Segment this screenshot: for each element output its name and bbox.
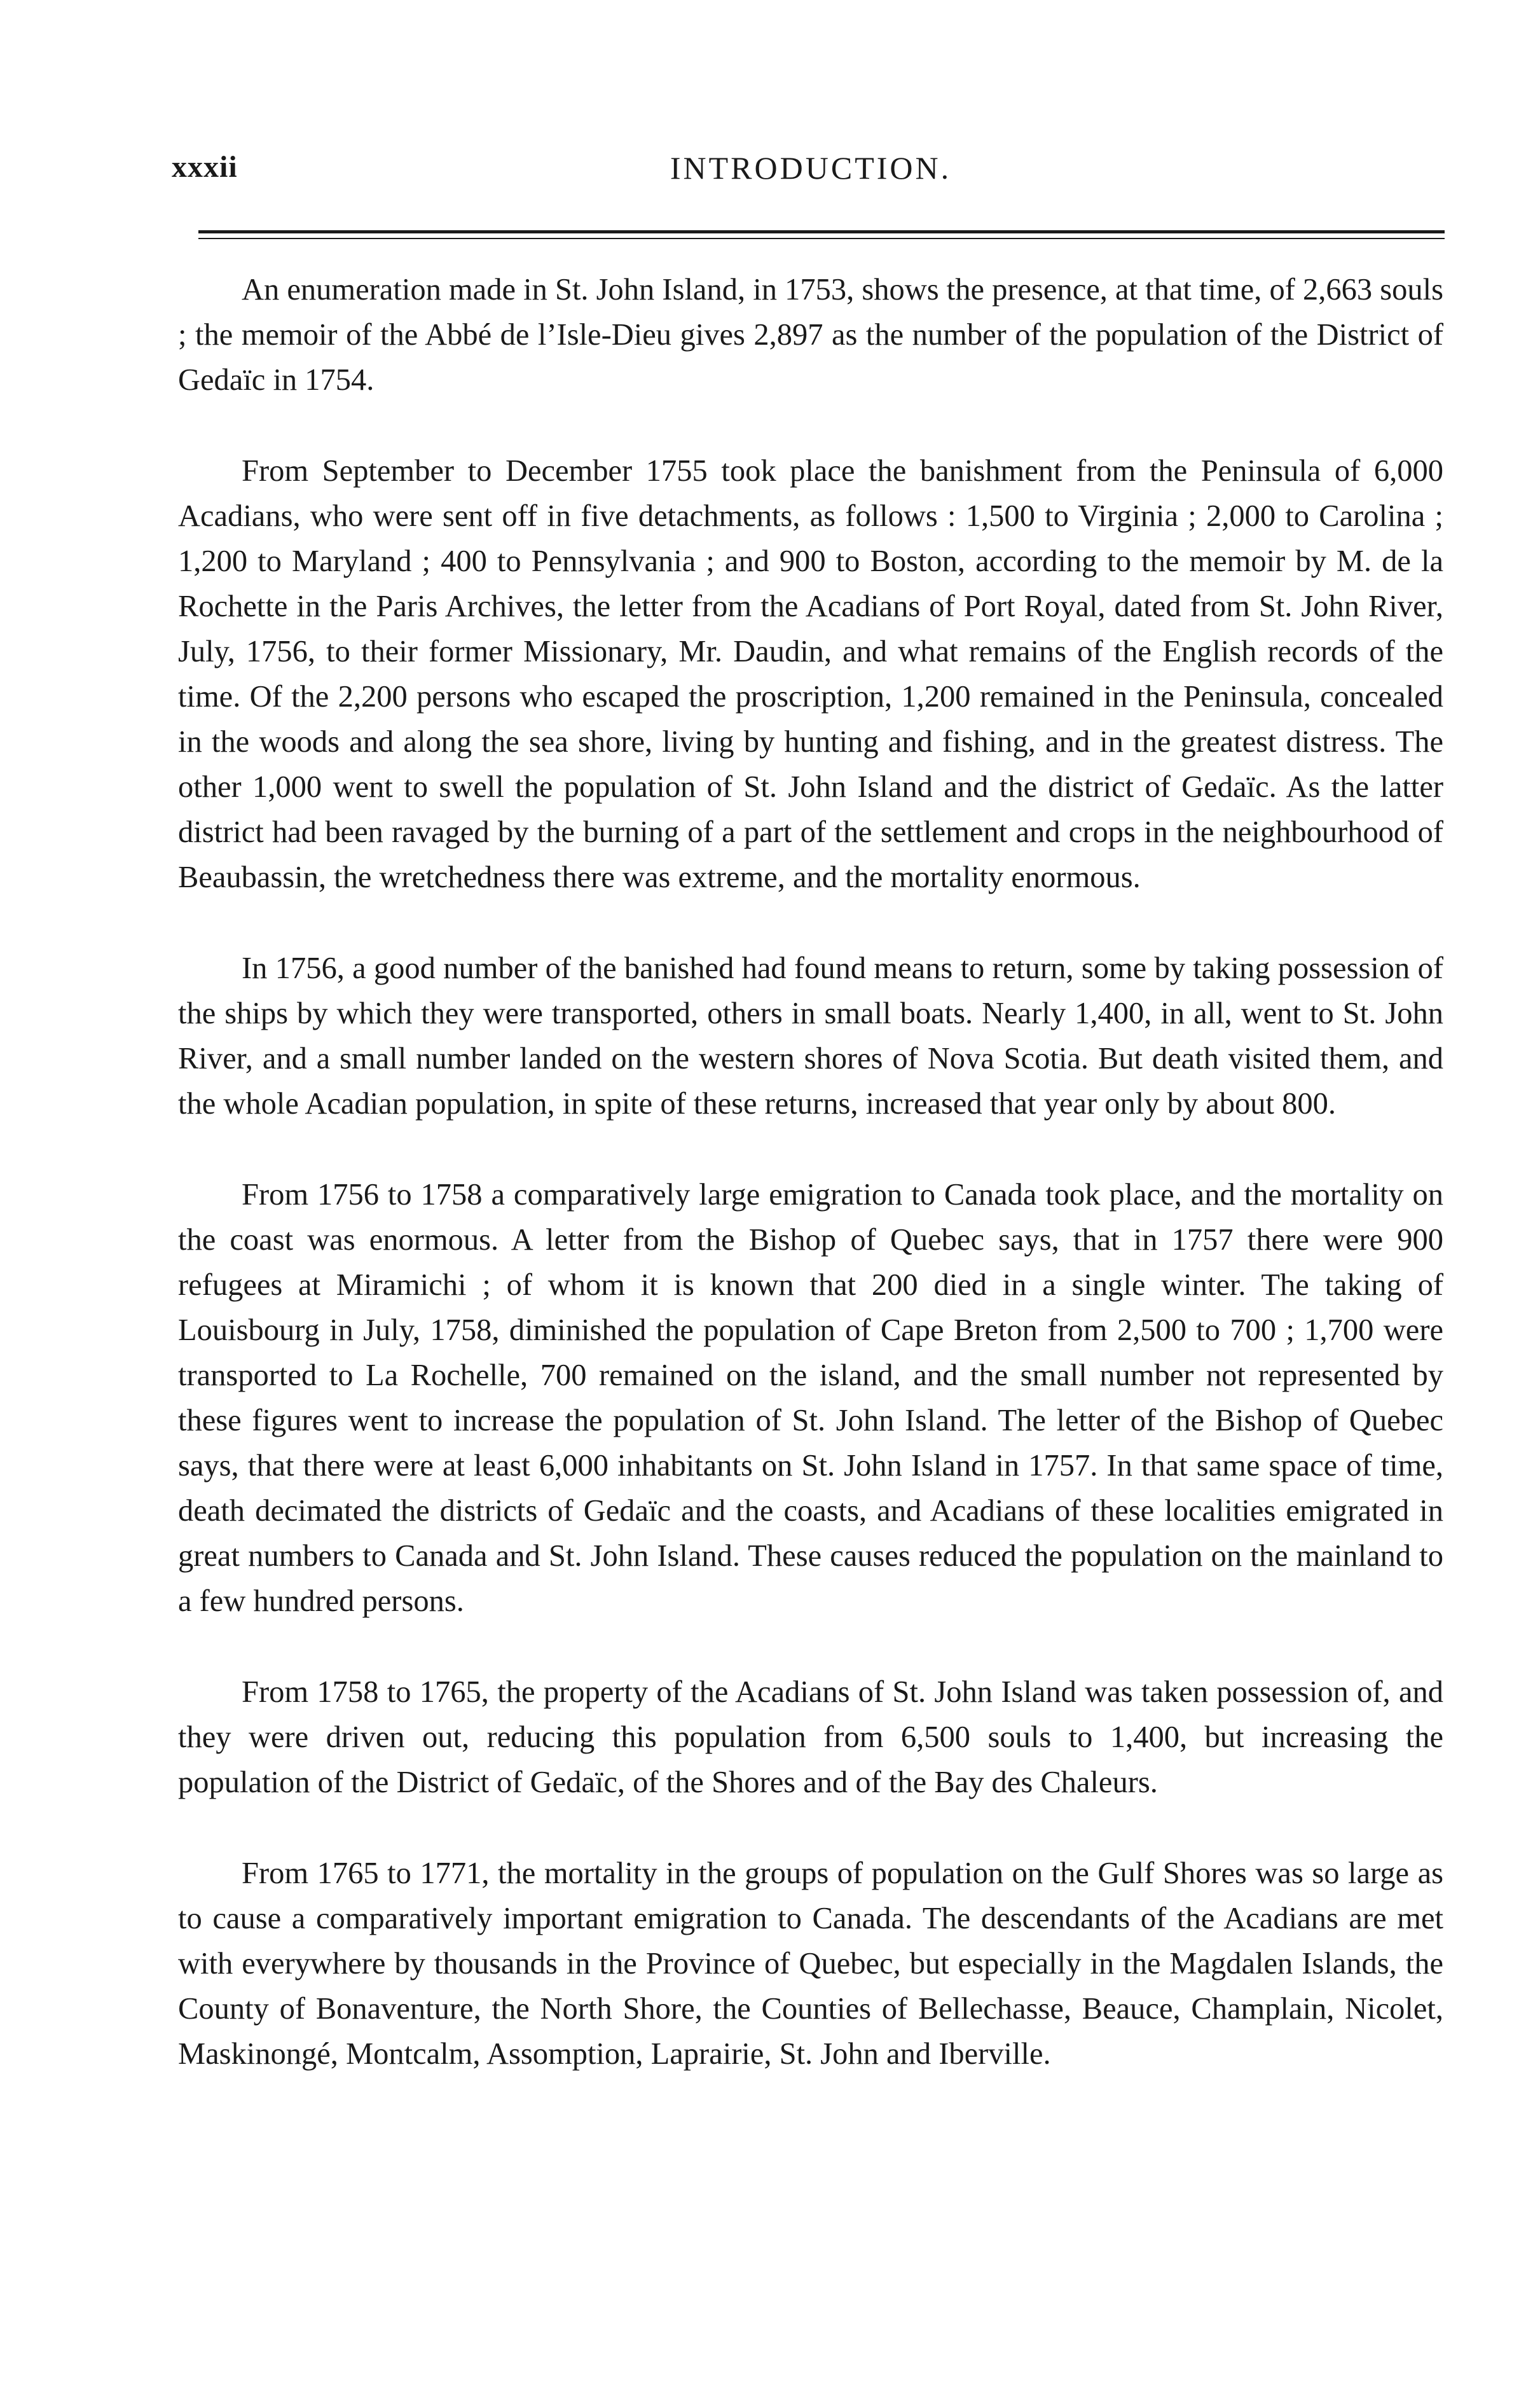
page-number: xxxii	[172, 150, 238, 184]
page-header	[172, 149, 1450, 194]
paragraph-1756-1758-emigration: From 1756 to 1758 a comparatively large emigration to Canada took place, and the mortality on the coast was enormous. A letter from the Bishop of Quebec says, that in 1757 there were 900 refugees at Miramichi ; of whom it is known that 200 died in a single winter. The taking of Louisbourg in July, 1758, diminished the population of Cape Breton from 2,500 to 700 ; 1,700 were transported to La Rochelle, 700 remained on the island, and the small number not represented by these figures went to increase the population of St. John Island. The letter of the Bishop of Quebec says, that there were at least 6,000 inhabitants on St. John Island in 1757. In that same space of time, death decimated the districts of Gedaïc and the coasts, and Acadians of these localities emigrated in great numbers to Canada and St. John Island. These causes reduced the population on the mainland to a few hundred persons.	[178, 1178, 1443, 1618]
header-rule-thin	[198, 238, 1445, 239]
header-rule-thick	[198, 230, 1445, 233]
paragraph-banishment: From September to December 1755 took place the banishment from the Peninsula of 6,000 Acadians, who were sent off in five detachments, as follows : 1,500 to Virginia ; 2,000 to Carolina ; 1,200 to Maryland ; 400 to Pennsylvania ; and 900 to Boston, according to the memoir by M. de la Rochette in the Paris Archives, the letter from the Acadians of Port Royal, dated from St. John River, July, 1756, to their former Missionary, Mr. Daudin, and what remains of the English records of the time. Of the 2,200 persons who escaped the proscription, 1,200 remained in the Peninsula, concealed in the woods and along the sea shore, living by hunting and fishing, and in the greatest distress. The other 1,000 went to swell the population of St. John Island and the district of Gedaïc. As the latter district had been ravaged by the burning of a part of the settlement and crops in the neighbourhood of Beaubassin, the wretchedness there was extreme, and the mortality enormous.	[178, 454, 1443, 894]
paragraph-enumeration: An enumeration made in St. John Island, in 1753, shows the presence, at that time, of 2,663 souls ; the memoir of the Abbé de l’Isle-Dieu gives 2,897 as the number of the population of the District of Gedaïc in 1754.	[178, 273, 1443, 397]
paragraph-1758-1765-expulsion: From 1758 to 1765, the property of the Acadians of St. John Island was taken possession of, and they were driven out, reducing this population from 6,500 souls to 1,400, but increasing the population of the District of Gedaïc, of the Shores and of the Bay des Chaleurs.	[178, 1675, 1443, 1799]
body-text	[178, 267, 1443, 2077]
running-title: INTRODUCTION.	[670, 150, 952, 186]
paragraph-1756-returns: In 1756, a good number of the banished had found means to return, some by taking possession of the ships by which they were transported, others in small boats. Nearly 1,400, in all, went to St. John River, and a small number landed on the western shores of Nova Scotia. But death visited them, and the whole Acadian population, in spite of these returns, increased that year only by about 800.	[178, 951, 1443, 1121]
paragraph-1765-1771-mortality: From 1765 to 1771, the mortality in the groups of population on the Gulf Shores was so large as to cause a comparatively important emigration to Canada. The descendants of the Acadians are met with everywhere by thousands in the Province of Quebec, but especially in the Magdalen Islands, the County of Bonaventure, the North Shore, the Counties of Bellechasse, Beauce, Champlain, Nicolet, Maskinongé, Montcalm, Assomption, Laprairie, St. John and Iberville.	[178, 1856, 1443, 2071]
